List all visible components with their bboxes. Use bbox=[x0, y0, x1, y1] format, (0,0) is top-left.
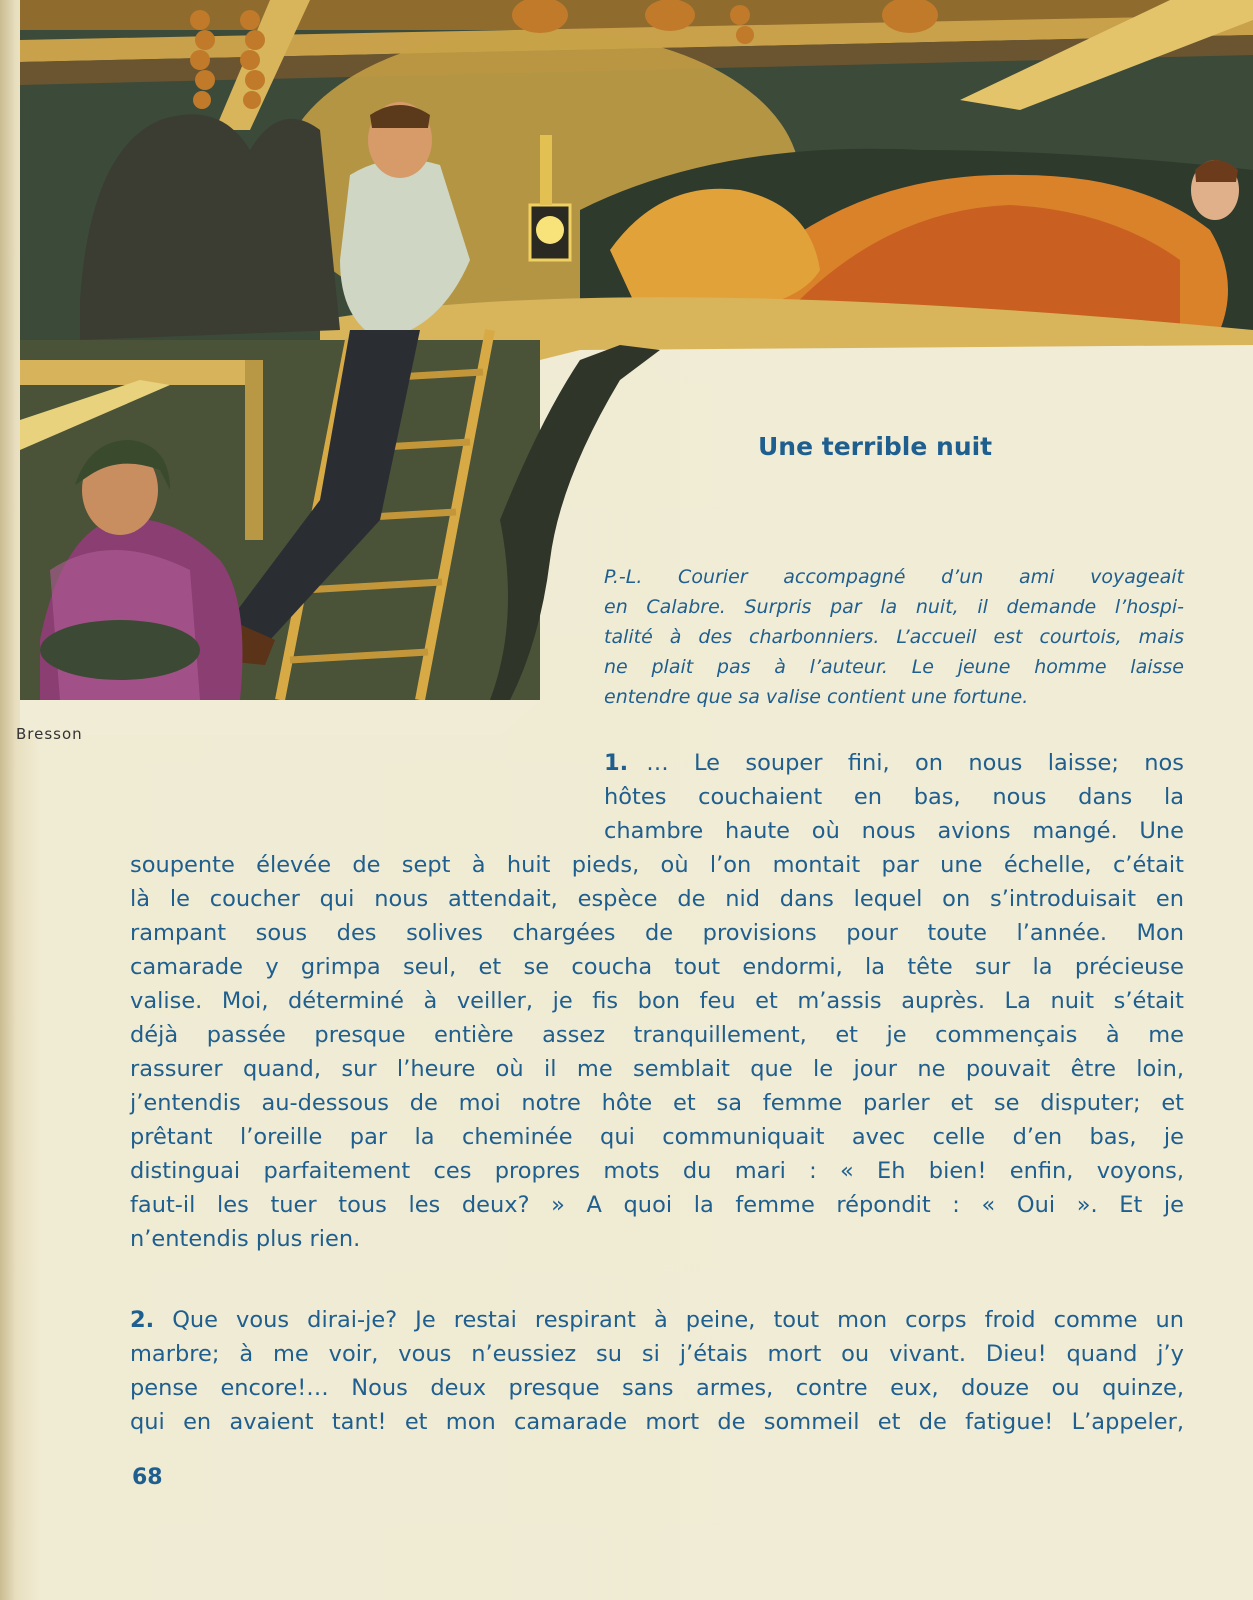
paragraph-1-head bbox=[604, 746, 1184, 848]
paragraph-line: distinguai parfaitement ces propres mots du mari : « Eh bien! enfin, voyons, bbox=[130, 1158, 1184, 1184]
illustrator-signature: Bresson bbox=[16, 725, 83, 743]
paragraph-line: rassurer quand, sur l’heure où il me semblait que le jour ne pouvait être loin, bbox=[130, 1056, 1184, 1082]
paragraph-number: 1. bbox=[604, 750, 629, 776]
paragraph-line: déjà passée presque entière assez tranquillement, et je commençais à me bbox=[130, 1022, 1184, 1048]
paragraph-line: soupente élevée de sept à huit pieds, où l’on montait par une échelle, c’était bbox=[130, 852, 1184, 878]
paragraph-line bbox=[130, 1303, 1184, 1337]
paragraph-line bbox=[604, 746, 1184, 780]
paragraph-line: qui en avaient tant! et mon camarade mort de sommeil et de fatigue! L’appeler, bbox=[130, 1409, 1184, 1435]
paragraph-line: valise. Moi, déterminé à veiller, je fis bon feu et m’assis auprès. La nuit s’était bbox=[130, 988, 1184, 1014]
paragraph-line: marbre; à me voir, vous n’eussiez su si j’étais mort ou vivant. Dieu! quand j’y bbox=[130, 1341, 1184, 1367]
paragraph-2 bbox=[130, 1303, 1184, 1439]
paragraph-line: pense encore!… Nous deux presque sans armes, contre eux, douze ou quinze, bbox=[130, 1375, 1184, 1401]
intro-line: en Calabre. Surpris par la nuit, il demande l’hospi- bbox=[604, 596, 1184, 618]
intro-line: entendre que sa valise contient une fortune. bbox=[604, 686, 1029, 708]
paragraph-line: prêtant l’oreille par la cheminée qui communiquait avec celle d’en bas, je bbox=[130, 1124, 1184, 1150]
paragraph-line: hôtes couchaient en bas, nous dans la bbox=[604, 784, 1184, 810]
paragraph-line: faut-il les tuer tous les deux? » A quoi la femme répondit : « Oui ». Et je bbox=[130, 1192, 1184, 1218]
paragraph-line-text: Que vous dirai-je? Je restai respirant à peine, tout mon corps froid comme un bbox=[172, 1307, 1184, 1333]
paragraph-line: chambre haute où nous avions mangé. Une bbox=[604, 818, 1184, 844]
intro-summary bbox=[604, 562, 1184, 712]
intro-line: talité à des charbonniers. L’accueil est courtois, mais bbox=[604, 626, 1184, 648]
paragraph-1-body bbox=[130, 848, 1184, 1256]
chapter-title: Une terrible nuit bbox=[758, 432, 993, 461]
paragraph-line-text: … Le souper fini, on nous laisse; nos bbox=[646, 750, 1184, 776]
intro-line: ne plait pas à l’auteur. Le jeune homme laisse bbox=[604, 656, 1184, 678]
paragraph-line: rampant sous des solives chargées de provisions pour toute l’année. Mon bbox=[130, 920, 1184, 946]
paragraph-line: camarade y grimpa seul, et se coucha tout endormi, la tête sur la précieuse bbox=[130, 954, 1184, 980]
page-number: 68 bbox=[132, 1465, 163, 1490]
paragraph-line: là le coucher qui nous attendait, espèce de nid dans lequel on s’introduisait en bbox=[130, 886, 1184, 912]
paragraph-line: j’entendis au-dessous de moi notre hôte et sa femme parler et se disputer; et bbox=[130, 1090, 1184, 1116]
paragraph-line: n’entendis plus rien. bbox=[130, 1226, 361, 1252]
intro-line: P.-L. Courier accompagné d’un ami voyageait bbox=[604, 566, 1184, 588]
paragraph-number: 2. bbox=[130, 1307, 155, 1333]
